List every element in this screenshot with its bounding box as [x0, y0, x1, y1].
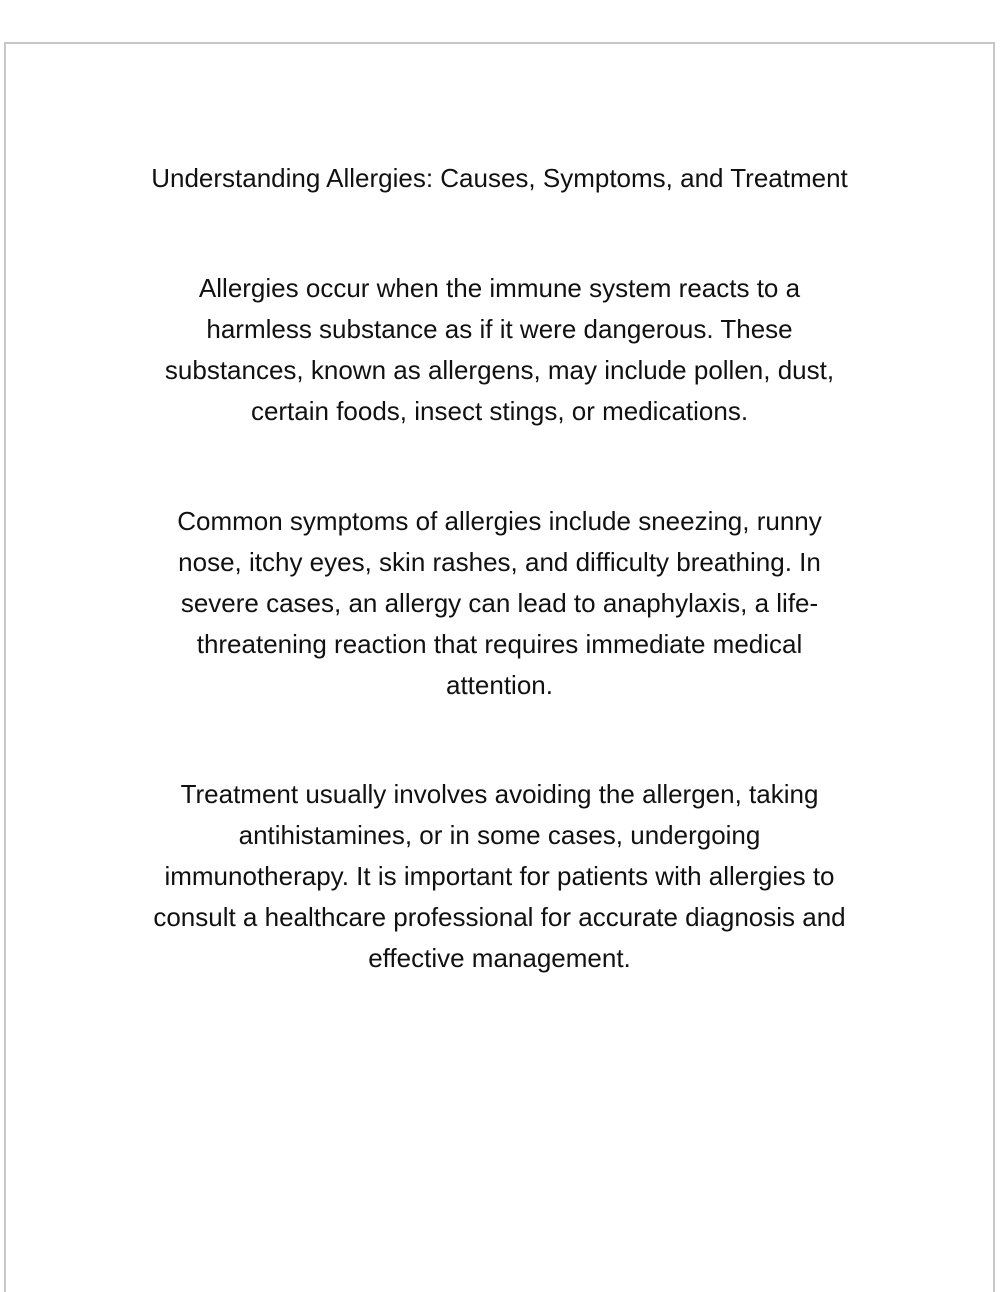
- paragraph-line: nose, itchy eyes, skin rashes, and difficulty breathing. In: [178, 547, 821, 577]
- paragraph-line: attention.: [446, 670, 553, 700]
- paragraph-symptoms: [6, 501, 993, 706]
- paragraph-line: effective management.: [368, 943, 631, 973]
- paragraph-line: Allergies occur when the immune system reacts to a: [198, 273, 801, 303]
- document-page: [4, 42, 995, 1292]
- paragraph-line: consult a healthcare professional for accurate diagnosis and: [153, 902, 846, 932]
- document-title: Understanding Allergies: Causes, Symptoms, and Treatment: [151, 163, 848, 193]
- paragraph-line: Common symptoms of allergies include sneezing, runny: [177, 506, 822, 536]
- paragraph-line: substances, known as allergens, may include pollen, dust,: [164, 355, 835, 385]
- paragraph-line: Treatment usually involves avoiding the allergen, taking: [180, 779, 819, 809]
- paragraph-line: harmless substance as if it were dangerous. These: [206, 314, 793, 344]
- paragraph-line: severe cases, an allergy can lead to anaphylaxis, a life-: [180, 588, 819, 618]
- paragraph-line: immunotherapy. It is important for patients with allergies to: [164, 861, 835, 891]
- paragraph-line: certain foods, insect stings, or medications.: [250, 396, 749, 426]
- paragraph-line: antihistamines, or in some cases, undergoing: [238, 820, 761, 850]
- paragraph-treatment: [6, 774, 993, 979]
- paragraph-line: threatening reaction that requires immediate medical: [196, 629, 803, 659]
- paragraph-causes: [6, 268, 993, 432]
